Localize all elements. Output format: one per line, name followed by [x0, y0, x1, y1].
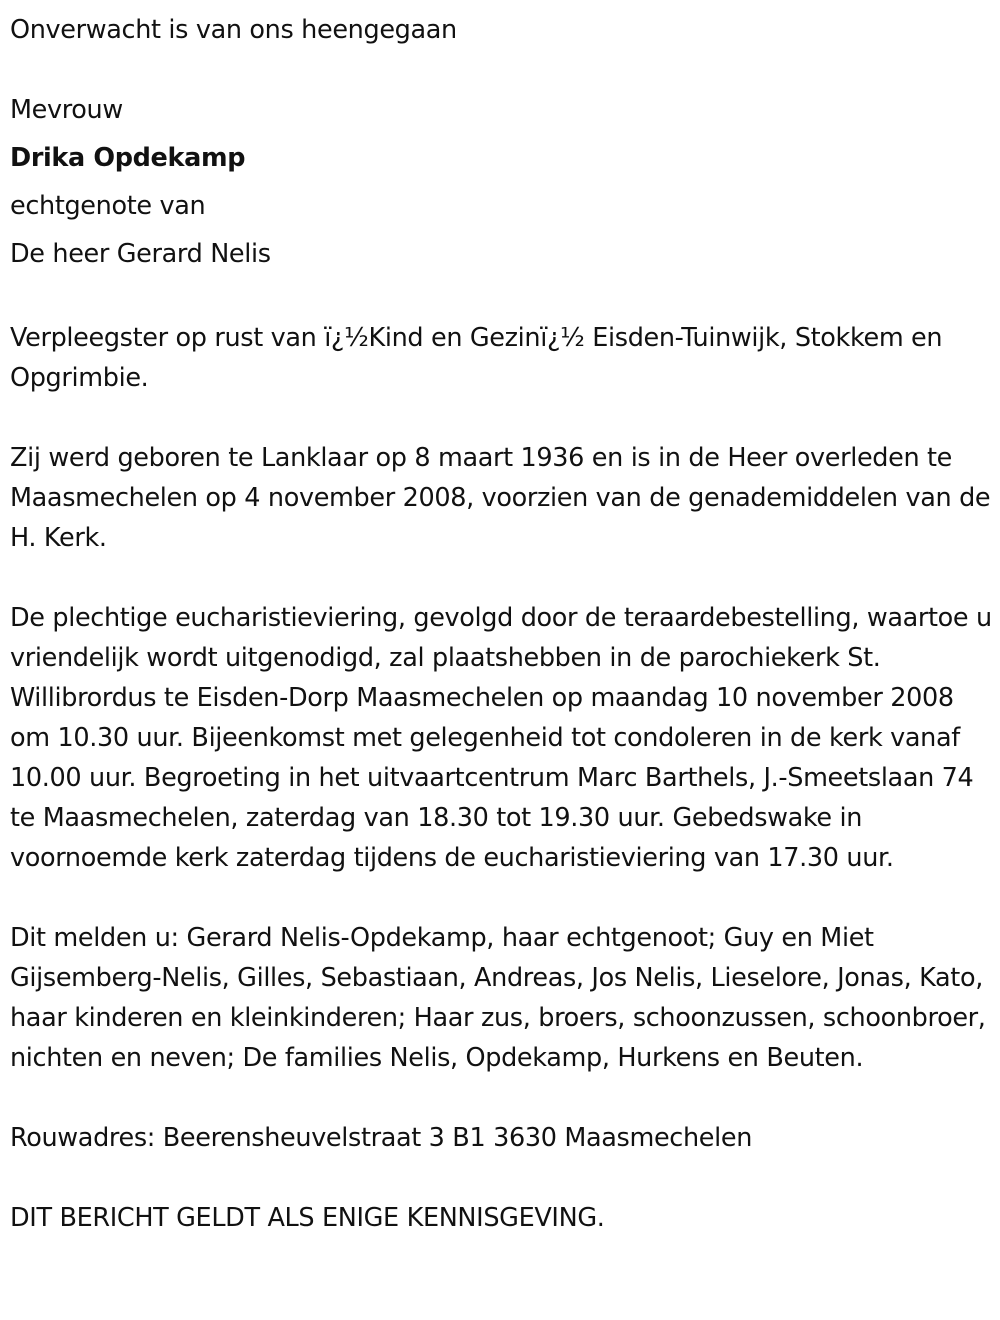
family-paragraph: Dit melden u: Gerard Nelis-Opdekamp, haar echtgenoot; Guy en Miet Gijsemberg-Nelis, Gilles, Sebastiaan, Andreas, Jos Nelis, Lieselore, Jonas, Kato, haar kinderen en kleinkinderen; Haar zus, broers, schoonzussen, schoonbroer, nichten en neven; De families Nelis, Opdekamp, Hurkens en Beuten. [10, 923, 986, 1073]
mourning-address: Rouwadres: Beerensheuvelstraat 3 B1 3630 Maasmechelen [10, 1123, 753, 1153]
deceased-name: Drika Opdekamp [10, 143, 246, 173]
ceremony-paragraph: De plechtige eucharistieviering, gevolgd door de teraardebestelling, waartoe u vriendelijk wordt uitgenodigd, zal plaatshebben in de parochiekerk St. Willibrordus te Eisden-Dorp Maasmechelen op maandag 10 november 2008 om 10.30 uur. Bijeenkomst met gelegenheid tot condoleren in de kerk vanaf 10.00 uur. Begroeting in het uitvaartcentrum Marc Barthels, J.-Smeetslaan 74 te Maasmechelen, zaterdag van 18.30 tot 19.30 uur. Gebedswake in voornoemde kerk zaterdag tijdens de eucharistieviering van 17.30 uur. [10, 603, 992, 873]
birth-death-paragraph: Zij werd geboren te Lanklaar op 8 maart 1936 en is in de Heer overleden te Maasmechelen op 4 november 2008, voorzien van de genademiddelen van de H. Kerk. [10, 443, 991, 553]
occupation-paragraph: Verpleegster op rust van ï¿½Kind en Gezinï¿½ Eisden-Tuinwijk, Stokkem en Opgrimbie. [10, 323, 943, 393]
intro-line: Onverwacht is van ons heengegaan [10, 15, 457, 45]
obituary-document [10, 0, 995, 1238]
salutation: Mevrouw [10, 95, 123, 125]
relation-label: echtgenote van [10, 191, 206, 221]
spouse-name: De heer Gerard Nelis [10, 239, 271, 269]
notice-line: DIT BERICHT GELDT ALS ENIGE KENNISGEVING. [10, 1203, 605, 1233]
